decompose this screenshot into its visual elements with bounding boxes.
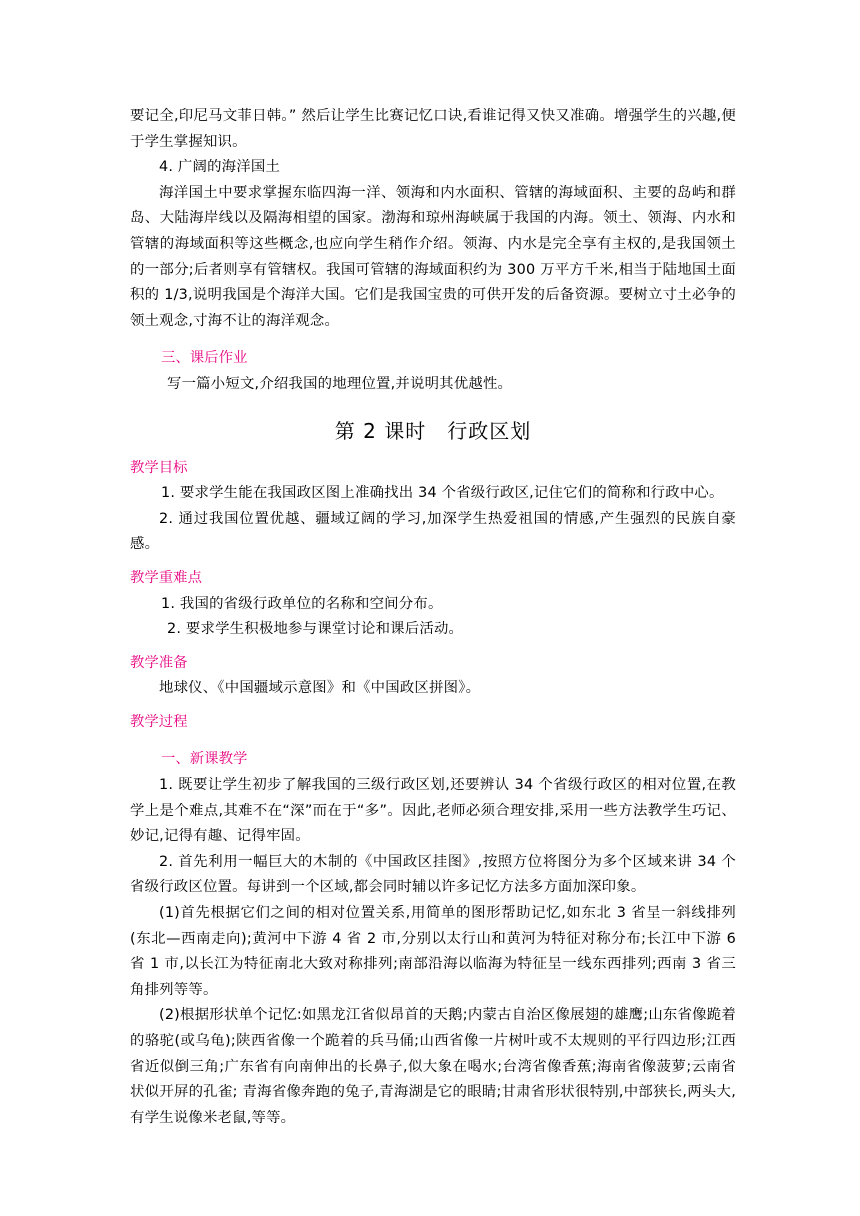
process-paragraph: 2. 首先利用一幅巨大的木制的《中国政区挂图》,按照方位将图分为多个区域来讲 34 个省级行政区位置。每讲到一个区域,都会同时辅以许多记忆方法多方面加深印象。 (130, 853, 736, 896)
homework-heading: 三、课后作业 (161, 350, 248, 367)
objectives-heading: 教学目标 (130, 459, 188, 476)
process-paragraph: (1)首先根据它们之间的相对位置关系,用简单的图形帮助记忆,如东北 3 省呈一斜线排列(东北—西南走向);黄河中下游 4 省 2 市,分别以太行山和黄河为特征对称分布;长江中下游 6 省 1 市,以长江为特征南北大致对称排列;南部沿海以临海为特征呈一线东西排列;西南 3 省三角排列等等。 (130, 905, 736, 998)
process-heading: 教学过程 (130, 713, 188, 730)
homework-text: 写一篇小短文,介绍我国的地理位置,并说明其优越性。 (167, 375, 513, 392)
preparation-text: 地球仪、《中国疆域示意图》和《中国政区拼图》。 (159, 680, 481, 697)
new-lesson-heading: 一、新课教学 (161, 751, 248, 768)
objective-item: 2. 通过我国位置优越、疆域辽阔的学习,加深学生热爱祖国的情感,产生强烈的民族自豪感。 (130, 510, 736, 553)
key-point-item: 1. 我国的省级行政单位的名称和空间分布。 (161, 595, 443, 612)
item4-paragraph: 海洋国土中要求掌握东临四海一洋、领海和内水面积、管辖的海域面积、主要的岛屿和群岛、大陆海岸线以及隔海相望的国家。渤海和琼州海峡属于我国的内海。领土、领海、内水和管辖的海域面积等这些概念,也应向学生稍作介绍。领海、内水是完全享有主权的,是我国领土的一部分;后者则享有管辖权。我国可管辖的海域面积约为 300 万平方千米,相当于陆地国土面积的 1/3,说明我国是个海洋大国。它们是我国宝贵的可供开发的后备资源。要树立寸土必争的领土观念,寸海不让的海洋观念。 (130, 184, 736, 329)
key-points-heading: 教学重难点 (130, 569, 202, 586)
intro-paragraph: 要记全,印尼马文菲日韩。” 然后让学生比赛记忆口诀,看谁记得又快又准确。增强学生的兴趣,便于学生掌握知识。 (130, 108, 736, 150)
document-body (130, 104, 736, 1131)
process-paragraph: (2)根据形状单个记忆:如黑龙江省似昂首的天鹅;内蒙古自治区像展翅的雄鹰;山东省像跪着的骆驼(或乌龟);陕西省像一个跪着的兵马俑;山西省像一片树叶或不太规则的平行四边形;江西省近似倒三角;广东省有向南伸出的长鼻子,似大象在喝水;台湾省像香蕉;海南省像菠萝;云南省状似开屏的孔雀; 青海省像奔跑的兔子,青海湖是它的眼睛;甘肃省形状很特别,中部狭长,两头大,有学生说像米老鼠,等等。 (130, 1007, 736, 1126)
objective-item: 1. 要求学生能在我国政区图上准确找出 34 个省级行政区,记住它们的简称和行政中心。 (161, 485, 724, 502)
preparation-heading: 教学准备 (130, 654, 188, 671)
item4-title: 4. 广阔的海洋国土 (159, 159, 281, 176)
process-paragraph: 1. 既要让学生初步了解我国的三级行政区划,还要辨认 34 个省级行政区的相对位置,在教学上是个难点,其难不在“深”而在于“多”。因此,老师必须合理安排,采用一些方法教学生巧记、妙记,记得有趣、记得牢固。 (130, 777, 736, 845)
lesson-title: 第 2 课时 行政区划 (334, 418, 532, 443)
key-point-item: 2. 要求学生积极地参与课堂讨论和课后活动。 (167, 621, 464, 638)
